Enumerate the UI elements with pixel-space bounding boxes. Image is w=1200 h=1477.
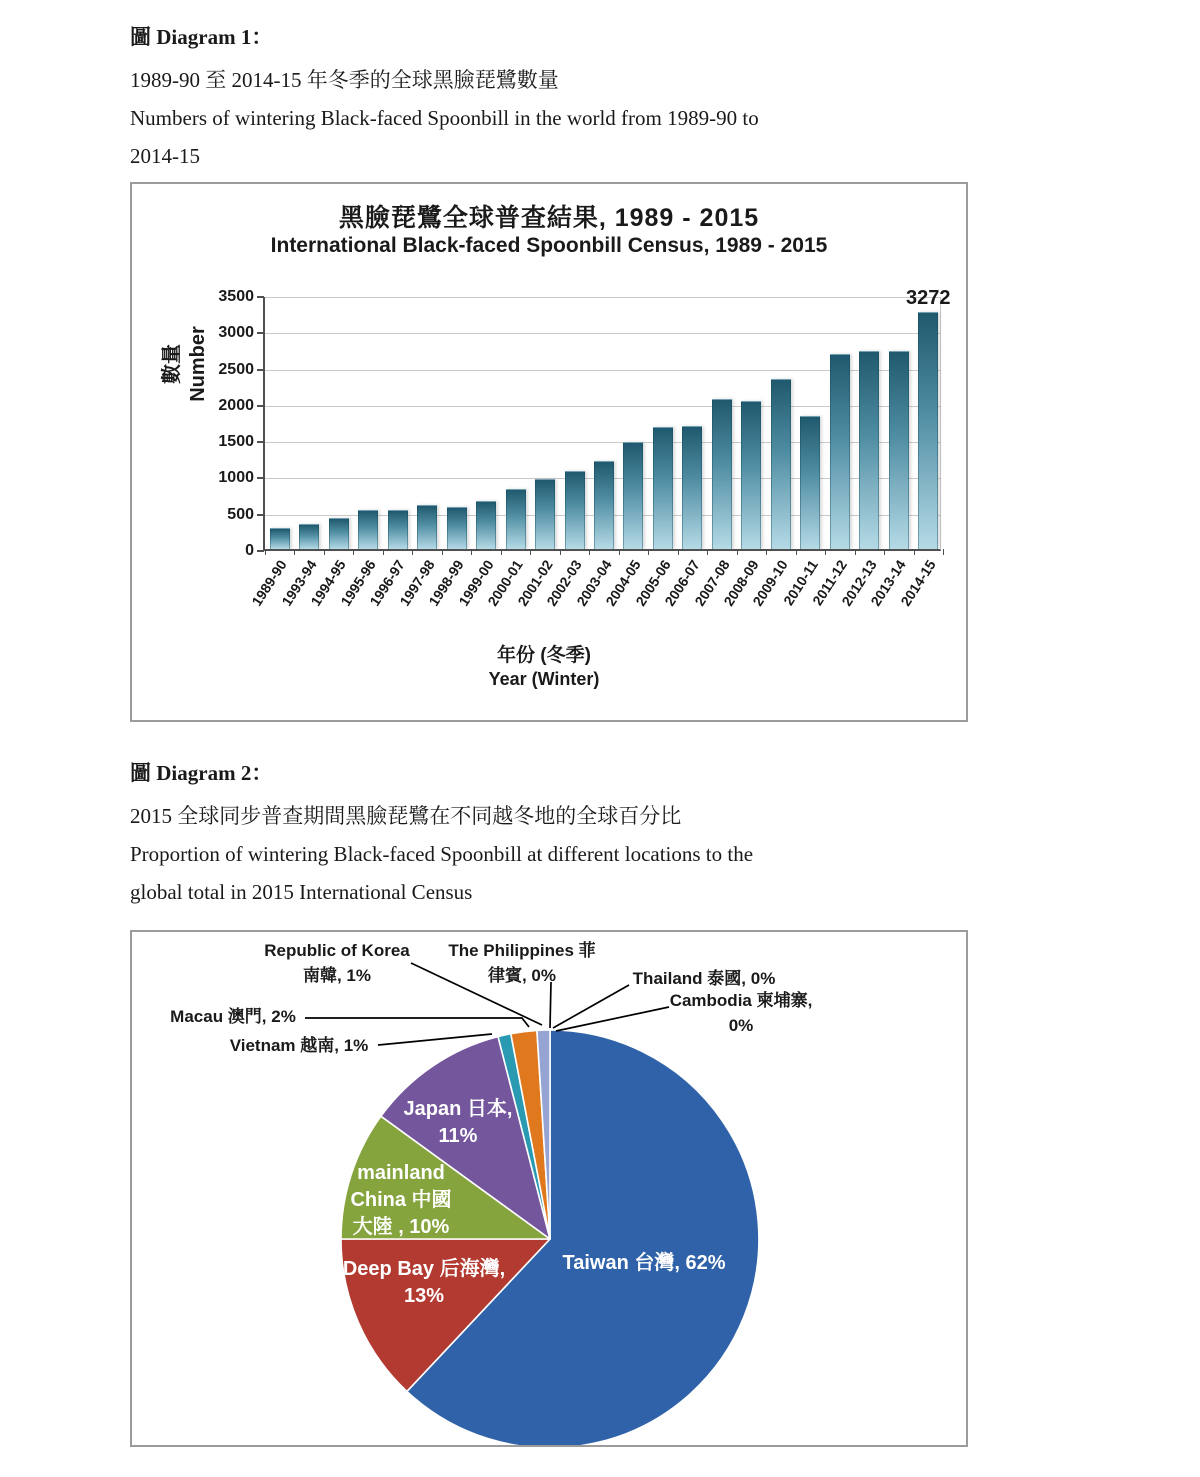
gridline	[265, 297, 940, 298]
bar-data-label: 3272	[906, 286, 951, 309]
pie-label-line: 11%	[438, 1125, 478, 1147]
bar-2002-03	[565, 471, 585, 549]
x-axis-category-label: 2006-07	[661, 557, 703, 609]
bar-2012-13	[859, 351, 879, 549]
x-axis-tick	[678, 549, 679, 555]
x-axis-title-en: Year (Winter)	[488, 669, 600, 689]
pie-label-line: 律賓, 0%	[487, 966, 557, 985]
diagram1-heading: 圖 Diagram 1：	[130, 25, 273, 49]
pie-chart-frame	[130, 930, 968, 1447]
bar-2004-05	[623, 442, 643, 549]
x-axis-tick	[707, 549, 708, 555]
bar-2011-12	[830, 354, 850, 549]
bar-chart-plot-area	[218, 286, 951, 609]
x-axis-category-label: 2008-09	[720, 557, 762, 609]
pie-label-line: Thailand 泰國, 0%	[632, 969, 776, 988]
pie-label-macau	[113, 1004, 353, 1029]
diagram1-caption-zh: 1989-90 至 2014-15 年冬季的全球黑臉琵鷺數量	[130, 68, 559, 92]
x-axis-tick	[324, 549, 325, 555]
x-axis-category-label: 2001-02	[514, 557, 556, 609]
x-axis-tick	[530, 549, 531, 555]
y-axis-tick-label: 3000	[218, 324, 254, 342]
pie-label-line: 0%	[728, 1016, 754, 1035]
bar-1994-95	[329, 518, 349, 549]
diagram2-caption-en-line2: global total in 2015 International Census	[130, 880, 473, 904]
x-axis-tick	[766, 549, 767, 555]
x-axis-category-label: 2009-10	[749, 557, 792, 609]
x-axis-tick	[471, 549, 472, 555]
pie-label-line: 13%	[403, 1285, 445, 1307]
pie-label-line: The Philippines 菲	[448, 941, 596, 960]
y-axis-tick	[257, 369, 264, 371]
x-axis-tick	[796, 549, 797, 555]
x-axis-tick	[825, 549, 826, 555]
bar-2007-08	[712, 399, 732, 549]
bar-1997-98	[417, 505, 437, 549]
pie-label-japan	[338, 1096, 578, 1150]
pie-label-line: Republic of Korea	[264, 941, 410, 960]
pie-label-line: China 中國	[350, 1189, 452, 1211]
bar-2010-11	[800, 416, 820, 549]
bar-2009-10	[771, 379, 791, 549]
diagram1-caption-en-line2: 2014-15	[130, 144, 200, 168]
x-axis-category-label: 2007-08	[690, 557, 733, 609]
x-axis-tick	[265, 549, 266, 555]
y-axis-tick-label: 3500	[218, 288, 254, 305]
pie-label-cambodia	[621, 988, 861, 1038]
pie-label-line: Japan 日本,	[403, 1098, 513, 1120]
bar-2013-14	[889, 351, 909, 549]
bar-1993-94	[299, 524, 319, 549]
pie-label-deep-bay	[304, 1256, 544, 1310]
bar-2005-06	[653, 427, 673, 549]
y-axis-tick-label: 1500	[218, 433, 254, 451]
y-axis-tick	[257, 332, 264, 334]
x-axis-category-label: 2013-14	[867, 557, 910, 609]
bar-2008-09	[741, 401, 761, 549]
x-axis-tick	[412, 549, 413, 555]
bar-1995-96	[358, 510, 378, 549]
bar-1996-97	[388, 510, 408, 549]
pie-label-vietnam	[179, 1033, 419, 1058]
x-axis-category-label: 1997-98	[396, 557, 438, 609]
pie-label-line: Cambodia 柬埔寨,	[669, 991, 813, 1010]
x-axis-category-label: 1993-94	[278, 557, 320, 609]
x-axis-tick	[914, 549, 915, 555]
diagram2-caption-en-line1: Proportion of wintering Black-faced Spoonbill at different locations to the	[130, 842, 754, 866]
pie-label-line: Vietnam 越南, 1%	[229, 1036, 369, 1055]
x-axis-category-label: 2014-15	[897, 557, 939, 609]
x-axis-category-label: 2003-04	[573, 557, 615, 609]
x-axis-tick	[383, 549, 384, 555]
x-axis-tick	[560, 549, 561, 555]
x-axis-tick	[619, 549, 620, 555]
x-axis-category-label: 1994-95	[307, 557, 350, 609]
x-axis-category-label: 1999-00	[455, 557, 497, 609]
y-axis-tick	[257, 550, 264, 552]
y-axis-title-en: Number	[186, 326, 209, 402]
x-axis-tick	[943, 549, 944, 555]
x-axis-category-label: 2000-01	[484, 557, 526, 609]
bar-chart-title-en: International Black-faced Spoonbill Census, 1989 - 2015	[270, 234, 828, 257]
pie-label-line: 南韓, 1%	[302, 966, 372, 985]
x-axis-tick	[442, 549, 443, 555]
x-axis-category-label: 2002-03	[543, 557, 585, 609]
pie-label-mainland-china	[281, 1160, 521, 1241]
y-axis-tick	[257, 441, 264, 443]
pie-label-line: Macau 澳門, 2%	[170, 1007, 296, 1026]
x-axis-tick	[501, 549, 502, 555]
y-axis-tick-label: 2500	[218, 360, 254, 378]
bar-2001-02	[535, 479, 555, 549]
y-axis-tick-label: 0	[245, 542, 254, 559]
bar-1999-00	[476, 501, 496, 549]
leader-line-the-philippines	[550, 982, 551, 1028]
bar-2003-04	[594, 461, 614, 549]
y-axis-tick	[257, 405, 264, 407]
x-axis-tick	[353, 549, 354, 555]
diagram2-heading: 圖 Diagram 2：	[130, 761, 273, 785]
x-axis-category-label: 2004-05	[602, 557, 644, 609]
pie-label-taiwan	[524, 1250, 764, 1277]
y-axis-tick	[257, 296, 264, 298]
y-axis-tick-label: 1000	[218, 469, 254, 487]
y-axis-tick-label: 500	[227, 505, 254, 523]
x-axis-category-label: 2010-11	[779, 557, 821, 609]
bar-chart-frame	[130, 182, 968, 722]
x-axis-tick	[737, 549, 738, 555]
x-axis-category-label: 2005-06	[631, 557, 674, 609]
gridline	[265, 333, 940, 334]
bar-2014-15	[918, 312, 938, 549]
x-axis-tick	[648, 549, 649, 555]
bar-1998-99	[447, 507, 467, 549]
y-axis-tick	[257, 477, 264, 479]
x-axis-tick	[294, 549, 295, 555]
pie-label-line: Deep Bay 后海灣,	[342, 1258, 506, 1280]
leader-line-thailand	[553, 985, 629, 1028]
diagram2-caption-zh: 2015 全球同步普查期間黑臉琵鷺在不同越冬地的全球百分比	[130, 804, 682, 828]
y-axis-tick	[257, 514, 264, 516]
x-axis-category-label: 1996-97	[366, 557, 409, 609]
pie-label-line: Taiwan 台灣, 62%	[562, 1252, 726, 1274]
x-axis-tick	[589, 549, 590, 555]
bar-2000-01	[506, 489, 526, 549]
x-axis-title-zh: 年份 (冬季)	[497, 645, 591, 666]
x-axis-category-label: 2012-13	[838, 557, 880, 609]
x-axis-tick	[855, 549, 856, 555]
diagram1-caption-en-line1: Numbers of wintering Black-faced Spoonbill in the world from 1989-90 to	[130, 106, 759, 130]
x-axis-tick	[884, 549, 885, 555]
bar-1989-90	[270, 528, 290, 549]
x-axis-category-label: 1995-96	[337, 557, 379, 609]
bar-2006-07	[682, 426, 702, 549]
y-axis-tick-label: 2000	[218, 396, 254, 414]
pie-label-line: 大陸 , 10%	[352, 1216, 450, 1238]
x-axis-category-label: 1989-90	[248, 557, 291, 609]
x-axis-category-label: 2011-12	[809, 557, 851, 609]
bar-chart-title-zh: 黑臉琵鷺全球普查結果, 1989 - 2015	[338, 204, 760, 232]
pie-label-line: mainland	[357, 1162, 445, 1184]
y-axis-title-zh: 數量	[160, 344, 183, 385]
x-axis-category-label: 1998-99	[425, 557, 468, 609]
